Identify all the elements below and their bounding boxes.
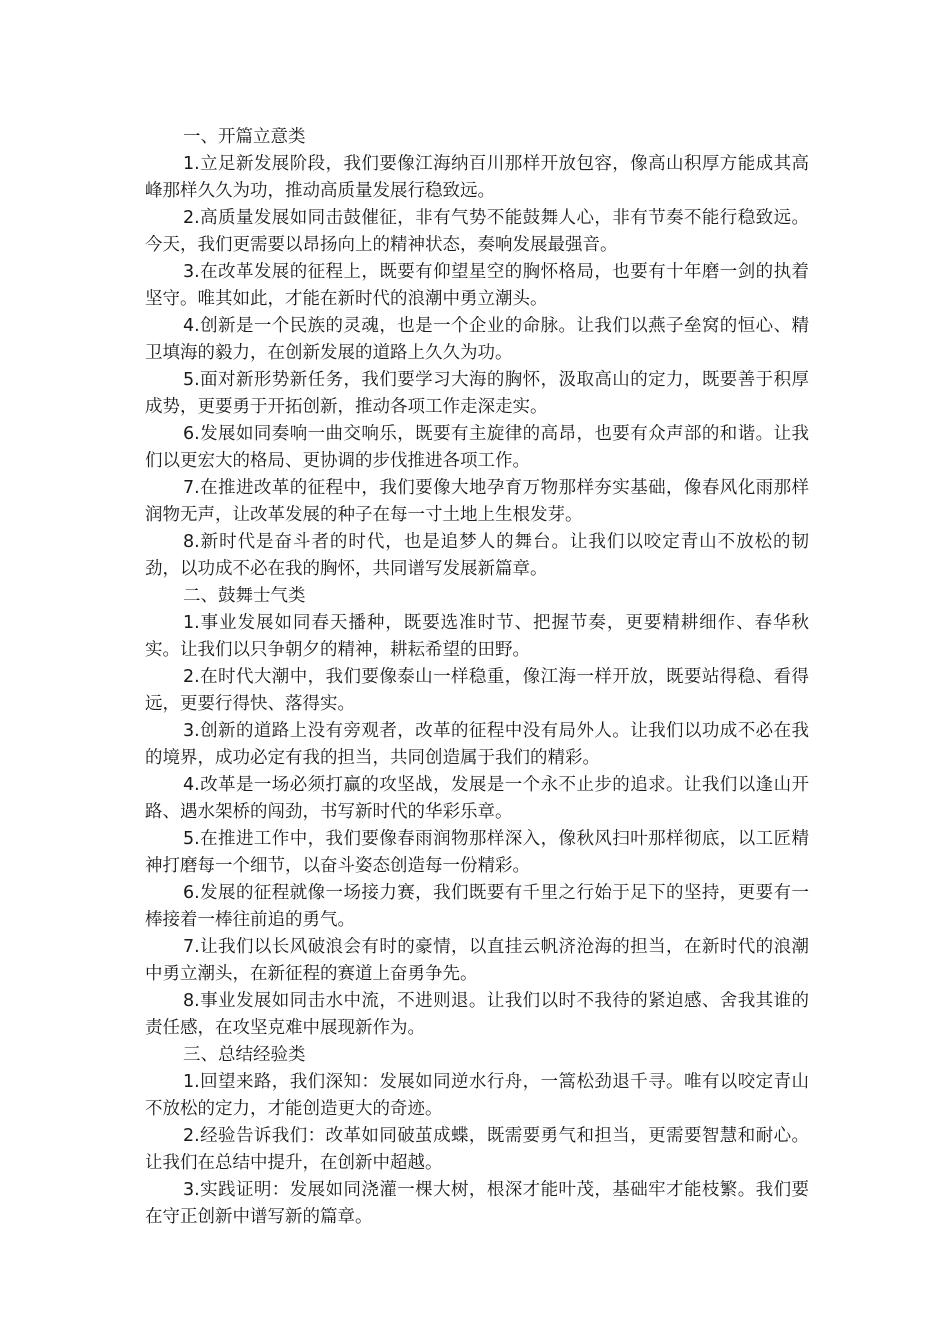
paragraph: 8.新时代是奋斗者的时代，也是追梦人的舞台。让我们以咬定青山不放松的韧劲，以功成不必在我的胸怀，共同谱写发展新篇章。 — [145, 532, 809, 579]
paragraph: 7.让我们以长风破浪会有时的豪情，以直挂云帆济沧海的担当，在新时代的浪潮中勇立潮头，在新征程的赛道上奋勇争先。 — [145, 937, 809, 984]
paragraph: 8.事业发展如同击水中流，不进则退。让我们以时不我待的紧迫感、舍我其谁的责任感，在攻坚克难中展现新作为。 — [145, 991, 809, 1038]
paragraph: 1.回望来路，我们深知：发展如同逆水行舟，一篙松劲退千寻。唯有以咬定青山不放松的定力，才能创造更大的奇迹。 — [145, 1072, 809, 1119]
paragraph: 5.面对新形势新任务，我们要学习大海的胸怀，汲取高山的定力，既要善于积厚成势，更要勇于开拓创新，推动各项工作走深走实。 — [145, 370, 809, 417]
paragraph: 5.在推进工作中，我们要像春雨润物那样深入，像秋风扫叶那样彻底，以工匠精神打磨每一个细节，以奋斗姿态创造每一份精彩。 — [145, 829, 809, 876]
paragraph: 3.实践证明：发展如同浇灌一棵大树，根深才能叶茂，基础牢才能枝繁。我们要在守正创新中谱写新的篇章。 — [145, 1180, 809, 1227]
paragraph: 2.高质量发展如同击鼓催征，非有气势不能鼓舞人心，非有节奏不能行稳致远。今天，我们更需要以昂扬向上的精神状态，奏响发展最强音。 — [145, 208, 809, 255]
paragraph: 3.在改革发展的征程上，既要有仰望星空的胸怀格局，也要有十年磨一剑的执着坚守。唯其如此，才能在新时代的浪潮中勇立潮头。 — [145, 262, 809, 309]
paragraph: 1.事业发展如同春天播种，既要选准时节、把握节奏，更要精耕细作、春华秋实。让我们以只争朝夕的精神，耕耘希望的田野。 — [145, 613, 809, 660]
section-heading: 一、开篇立意类 — [183, 127, 306, 147]
paragraph: 6.发展的征程就像一场接力赛，我们既要有千里之行始于足下的坚持，更要有一棒接着一棒往前追的勇气。 — [145, 883, 809, 930]
section-heading: 二、鼓舞士气类 — [183, 586, 306, 606]
paragraph: 7.在推进改革的征程中，我们要像大地孕育万物那样夯实基础，像春风化雨那样润物无声，让改革发展的种子在每一寸土地上生根发芽。 — [145, 478, 809, 525]
paragraph: 6.发展如同奏响一曲交响乐，既要有主旋律的高昂，也要有众声部的和谐。让我们以更宏大的格局、更协调的步伐推进各项工作。 — [145, 424, 809, 471]
document-body — [145, 124, 809, 1231]
paragraph: 2.在时代大潮中，我们要像泰山一样稳重，像江海一样开放，既要站得稳、看得远，更要行得快、落得实。 — [145, 667, 809, 714]
paragraph: 3.创新的道路上没有旁观者，改革的征程中没有局外人。让我们以功成不必在我的境界，成功必定有我的担当，共同创造属于我们的精彩。 — [145, 721, 809, 768]
paragraph: 2.经验告诉我们：改革如同破茧成蝶，既需要勇气和担当，更需要智慧和耐心。让我们在总结中提升，在创新中超越。 — [145, 1126, 809, 1173]
section-heading: 三、总结经验类 — [183, 1045, 306, 1065]
paragraph: 1.立足新发展阶段，我们要像江海纳百川那样开放包容，像高山积厚方能成其高峰那样久久为功，推动高质量发展行稳致远。 — [145, 154, 809, 201]
paragraph: 4.创新是一个民族的灵魂，也是一个企业的命脉。让我们以燕子垒窝的恒心、精卫填海的毅力，在创新发展的道路上久久为功。 — [145, 316, 809, 363]
paragraph: 4.改革是一场必须打赢的攻坚战，发展是一个永不止步的追求。让我们以逢山开路、遇水架桥的闯劲，书写新时代的华彩乐章。 — [145, 775, 809, 822]
